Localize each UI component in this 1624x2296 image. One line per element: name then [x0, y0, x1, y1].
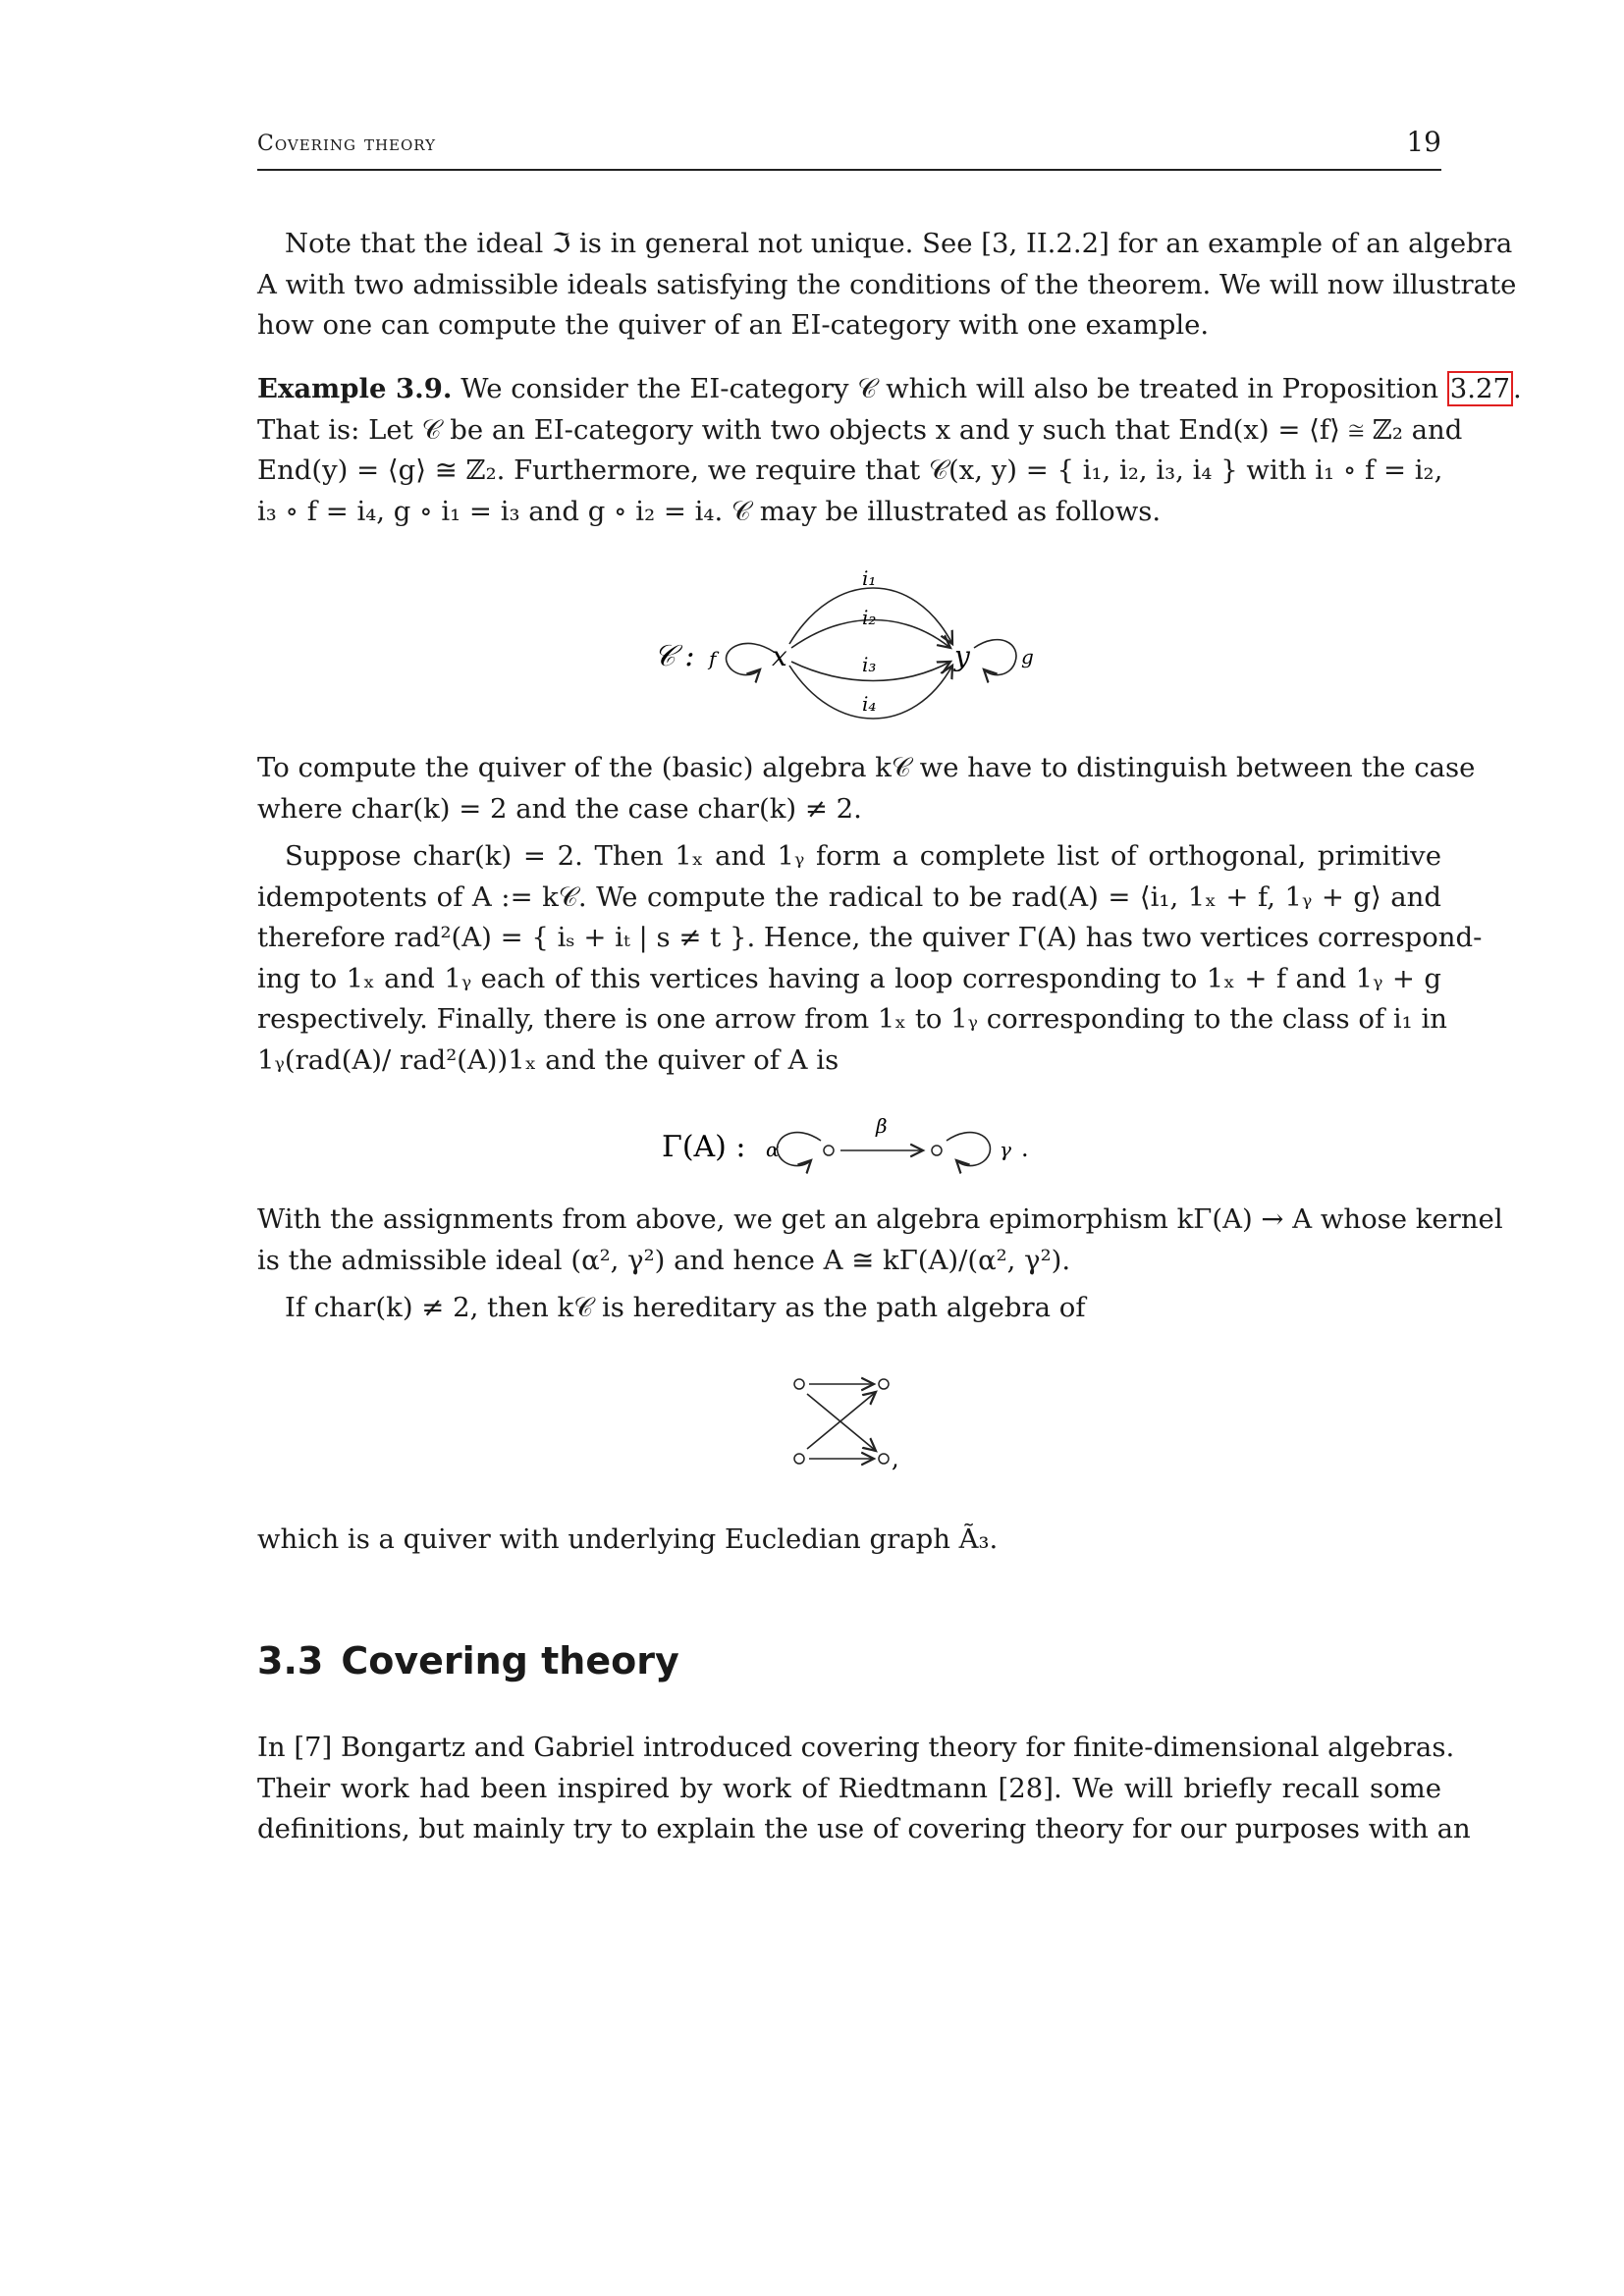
gamma-label: Γ(A) : [662, 1130, 746, 1164]
text-line: which is a quiver with underlying Eucledian graph Ã₃. [257, 1523, 999, 1555]
paragraph-euclidean [257, 1520, 1441, 1561]
text-line: Their work had been inspired by work of Riedtmann [28]. We will briefly recall some [257, 1772, 1441, 1804]
category-diagram [628, 550, 1060, 726]
text-line: 1ᵧ(rad(A)/ rad²(A))1ₓ and the quiver of A is [257, 1043, 839, 1076]
text-line: therefore rad²(A) = { iₛ + iₜ | s ≠ t }. Hence, the quiver Γ(A) has two vertices correspond- [257, 922, 1483, 953]
text-line: i₃ ∘ f = i₄, g ∘ i₁ = i₃ and g ∘ i₂ = i₄. 𝒞 may be illustrated as follows. [257, 495, 1162, 527]
paragraph-ideal-note [257, 224, 1517, 347]
example-label: Example 3.9. [257, 373, 453, 404]
gamma-end: . [1021, 1135, 1029, 1162]
running-head [257, 126, 1441, 171]
text-line: In [7] Bongartz and Gabriel introduced covering theory for finite-dimensional algebras. [257, 1732, 1455, 1763]
loop-f-label: f [709, 647, 717, 670]
arrow-cross-down [807, 1394, 876, 1451]
loop-f-arrow [727, 643, 774, 674]
diagram-c-label: 𝒞 : [654, 639, 695, 673]
a3-end: , [892, 1445, 899, 1472]
text-line: is the admissible ideal (α², γ²) and hence A ≅ kΓ(A)/(α², γ²). [257, 1244, 1071, 1276]
text-line: idempotents of A := k𝒞. We compute the radical to be rad(A) = ⟨i₁, 1ₓ + f, 1ᵧ + g⟩ and [257, 881, 1441, 913]
loop-alpha-label: α [766, 1138, 780, 1161]
section-number: 3.3 [257, 1639, 324, 1682]
gamma-quiver-diagram [648, 1099, 1060, 1188]
arrow-cross-up [807, 1392, 876, 1449]
loop-gamma-arrow [947, 1133, 990, 1166]
section-heading [257, 1639, 697, 1682]
running-head-title: Covering theory [257, 132, 437, 156]
proposition-link[interactable]: 3.27 [1447, 371, 1513, 406]
example-first-line: Example 3.9. We consider the EI-category 𝒞 which will also be treated in Proposition 3.27 . [257, 373, 1522, 404]
paragraph-char-two [257, 836, 1483, 1081]
loop-g-label: g [1021, 645, 1034, 668]
text-line: where char(k) = 2 and the case char(k) ≠ 2. [257, 792, 862, 825]
text-line: respectively. Finally, there is one arrow from 1ₓ to 1ᵧ corresponding to the class of i₁ in [257, 1003, 1447, 1035]
label-i3: i₃ [862, 653, 877, 676]
loop-gamma-label: γ [1000, 1138, 1011, 1161]
text-line: Suppose char(k) = 2. Then 1ₓ and 1ᵧ form a complete list of orthogonal, primitive [285, 840, 1441, 872]
page-number: 19 [1406, 126, 1441, 158]
beta-label: β [876, 1114, 888, 1138]
text-line: ing to 1ₓ and 1ᵧ each of this vertices having a loop corresponding to 1ₓ + f and 1ᵧ + g [257, 962, 1441, 994]
example-3-9 [257, 369, 1522, 532]
text-line: A with two admissible ideals satisfying the conditions of the theorem. We will now illustrate [257, 268, 1517, 300]
vertex-top-right [879, 1379, 889, 1389]
paragraph-epimorphism [257, 1200, 1503, 1281]
loop-alpha-arrow [778, 1133, 821, 1166]
text-line: End(y) = ⟨g⟩ ≅ ℤ₂. Furthermore, we require that 𝒞(x, y) = { i₁, i₂, i₃, i₄ } with i₁ ∘ f = i₂, [257, 454, 1443, 486]
vertex-bottom-left [794, 1454, 804, 1464]
object-x: x [772, 640, 787, 672]
text-line: If char(k) ≠ 2, then k𝒞 is hereditary as the path algebra of [285, 1292, 1086, 1323]
label-i1: i₁ [862, 566, 877, 590]
section-title: Covering theory [341, 1639, 679, 1682]
a3-quiver-diagram [766, 1345, 943, 1492]
text-line: To compute the quiver of the (basic) algebra k𝒞 we have to distinguish between the case [257, 752, 1476, 783]
label-i4: i₄ [862, 692, 877, 716]
paragraph-char-not-two [257, 1288, 1441, 1329]
text-line: Note that the ideal ℑ is in general not unique. See [3, II.2.2] for an example of an algebra [285, 228, 1513, 259]
example-text: We consider the EI-category 𝒞 which will also be treated in Proposition [460, 373, 1439, 404]
text-line: how one can compute the quiver of an EI-category with one example. [257, 309, 1210, 341]
label-i2: i₂ [862, 606, 877, 629]
paragraph-covering-intro [257, 1728, 1471, 1850]
text-line: definitions, but mainly try to explain the use of covering theory for our purposes with an [257, 1813, 1471, 1844]
vertex-2 [932, 1146, 942, 1155]
vertex-bottom-right [879, 1454, 889, 1464]
vertex-1 [824, 1146, 834, 1155]
vertex-top-left [794, 1379, 804, 1389]
paragraph-compute-quiver [257, 748, 1476, 829]
text-line: That is: Let 𝒞 be an EI-category with two objects x and y such that End(x) = ⟨f⟩ ≅ ℤ₂ and [257, 413, 1463, 446]
loop-g-arrow [974, 640, 1016, 675]
text-line: With the assignments from above, we get an algebra epimorphism kΓ(A) → A whose kernel [257, 1203, 1503, 1235]
object-y: y [954, 640, 970, 672]
